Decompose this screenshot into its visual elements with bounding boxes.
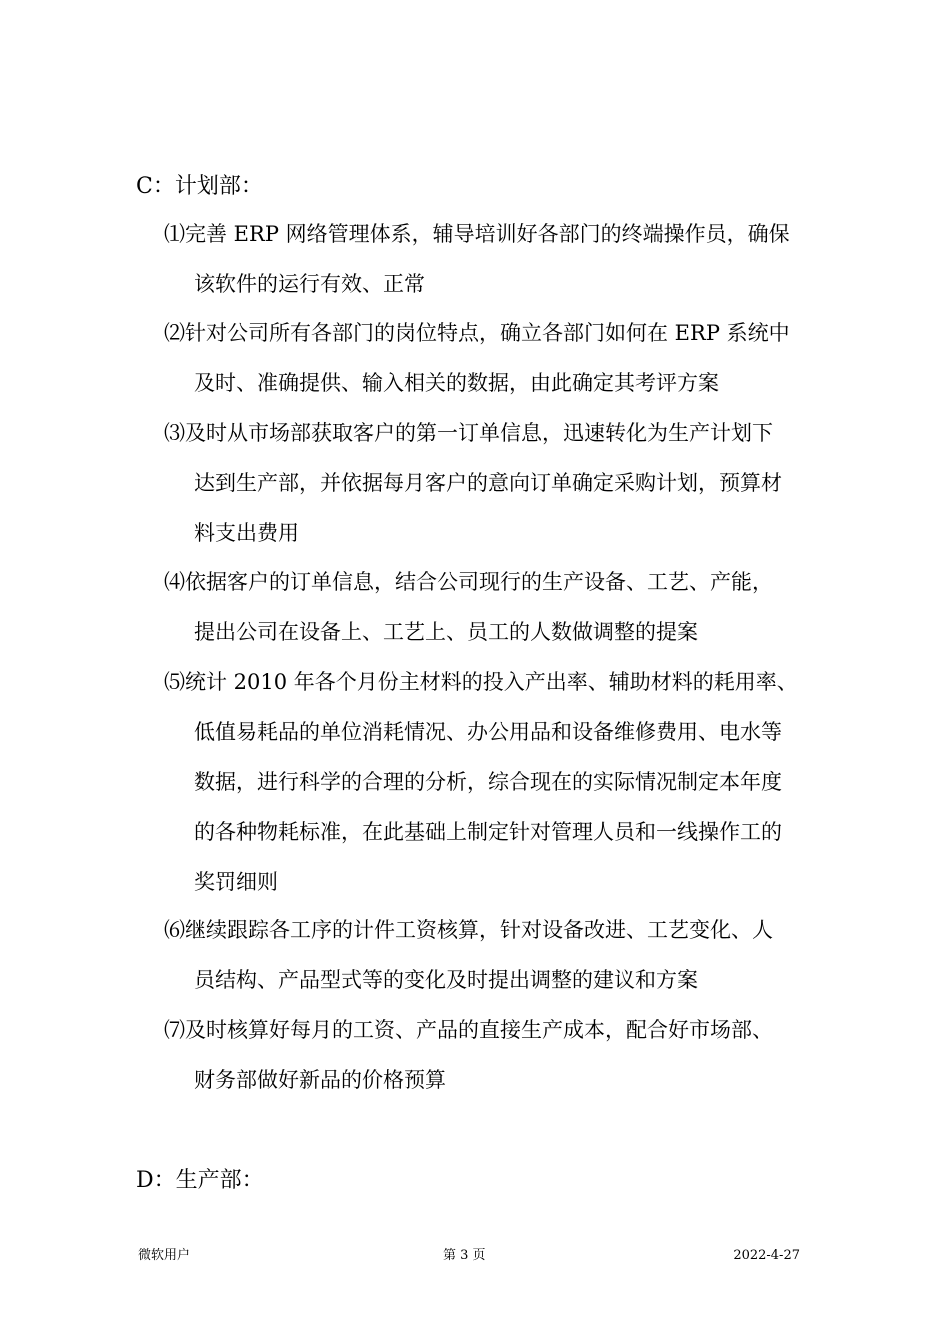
list-item [164,308,824,408]
list-item [164,209,824,309]
footer-author: 微软用户 [138,1248,191,1263]
item-line: 员结构、产品型式等的变化及时提出调整的建议和方案 [194,968,698,992]
item-line: ⑷依据客户的订单信息，结合公司现行的生产设备、工艺、产能， [164,570,773,594]
section-d-heading: D：生产部： [136,1168,264,1193]
item-line: ⑵针对公司所有各部门的岗位特点，确立各部门如何在 ERP 系统中 [164,321,790,345]
item-line: 及时、准确提供、输入相关的数据，由此确定其考评方案 [194,371,719,395]
footer-page-number: 第 3 页 [443,1248,486,1263]
list-item [164,408,824,558]
item-line: 达到生产部，并依据每月客户的意向订单确定采购计划，预算材 [194,471,782,495]
item-line: ⑹继续跟踪各工序的计件工资核算，针对设备改进、工艺变化、人 [164,918,773,942]
item-line: 的各种物耗标准，在此基础上制定针对管理人员和一线操作工的 [194,820,782,844]
item-line: ⑶及时从市场部获取客户的第一订单信息，迅速转化为生产计划下 [164,421,773,445]
item-line: 提出公司在设备上、工艺上、员工的人数做调整的提案 [194,620,698,644]
item-line: ⑸统计 2010 年各个月份主材料的投入产出率、辅助材料的耗用率、 [164,670,798,694]
item-line: 奖罚细则 [194,870,278,894]
item-line: 料支出费用 [194,521,299,545]
list-item [164,557,824,657]
item-line: 财务部做好新品的价格预算 [194,1068,446,1092]
list-item [164,657,824,907]
item-line: 低值易耗品的单位消耗情况、办公用品和设备维修费用、电水等 [194,720,782,744]
list-item [164,1005,824,1105]
item-line: ⑴完善 ERP 网络管理体系，辅导培训好各部门的终端操作员，确保 [164,222,790,246]
list-item [164,905,824,1005]
footer-date: 2022-4-27 [733,1248,800,1263]
section-c-heading: C：计划部： [136,174,263,199]
item-line: 数据，进行科学的合理的分析，综合现在的实际情况制定本年度 [194,770,782,794]
item-line: ⑺及时核算好每月的工资、产品的直接生产成本，配合好市场部、 [164,1018,773,1042]
item-line: 该软件的运行有效、正常 [194,272,425,296]
